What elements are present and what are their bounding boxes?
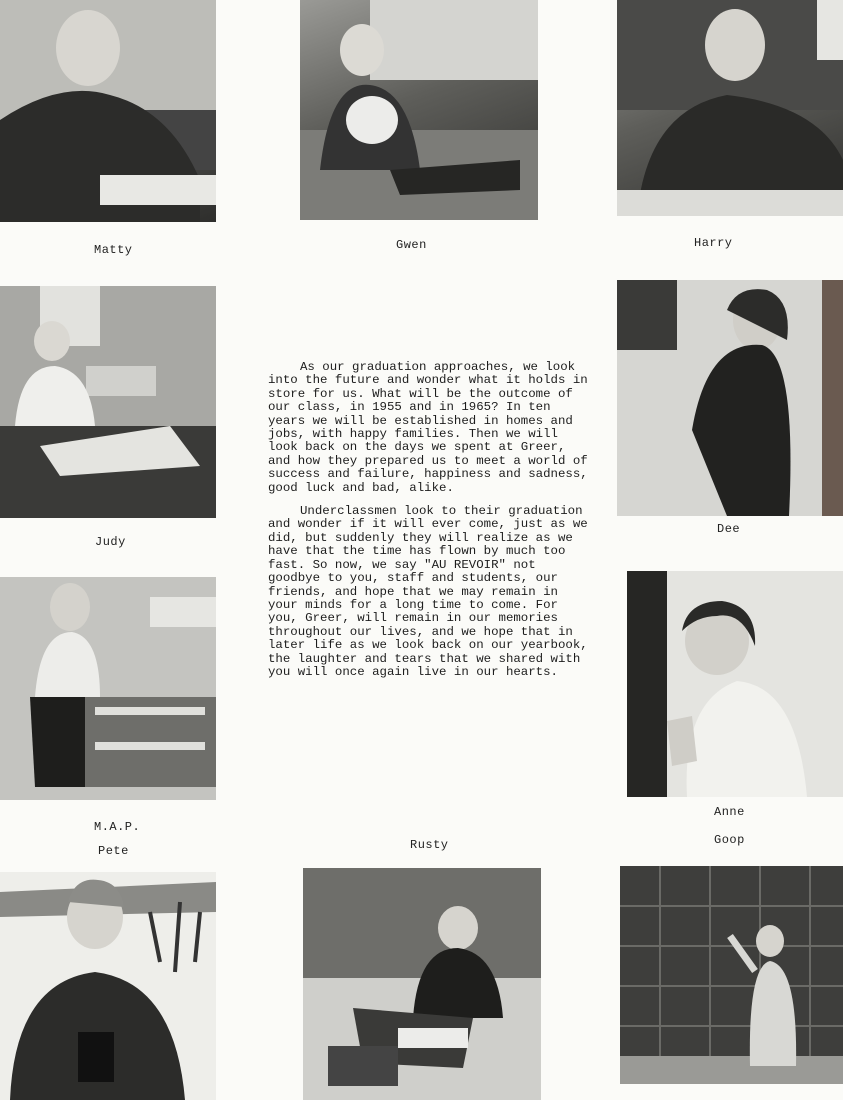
photo-map [0,577,216,800]
photo-pete [0,872,216,1100]
caption-map: M.A.P. [94,820,141,834]
closing-paragraph-2: Underclassmen look to their graduation and wonder if it will ever come, just as we did, but suddenly they will realize as we have that the time has flown by much too fast. So now, we say "AU REVOIR" not goodbye to you, staff and students, our friends, and hope that we may remain in your minds for a long time to come. For you, Greer, will remain in our memories throughout our lives, and we hope that in later life as we look back on our yearbook, the laughter and tears that we shared with you will once again live in our hearts. [268,504,588,679]
photo-gwen [300,0,538,220]
photo-matty [0,0,216,222]
photo-dee [617,280,843,516]
caption-goop: Goop [714,833,745,847]
caption-pete: Pete [98,844,129,858]
caption-rusty: Rusty [410,838,449,852]
caption-harry: Harry [694,236,733,250]
photo-rusty [303,868,541,1100]
photo-harry [617,0,843,216]
closing-paragraph-1: As our graduation approaches, we look into the future and wonder what it holds in store for us. What will be the outcome of our class, in 1955 and in 1965? In ten years we will be established in homes and jobs, with happy families. Then we will look back on the days we spent at Greer, and how they prepared us to meet a world of success and failure, happiness and sadness, good luck and bad, alike. [268,360,588,495]
caption-judy: Judy [95,535,126,549]
caption-dee: Dee [717,522,741,536]
caption-matty: Matty [94,243,133,257]
caption-anne: Anne [714,805,745,819]
photo-anne [627,571,843,797]
photo-goop [620,866,843,1084]
closing-message [268,361,588,689]
caption-gwen: Gwen [396,238,427,252]
photo-judy [0,286,216,518]
